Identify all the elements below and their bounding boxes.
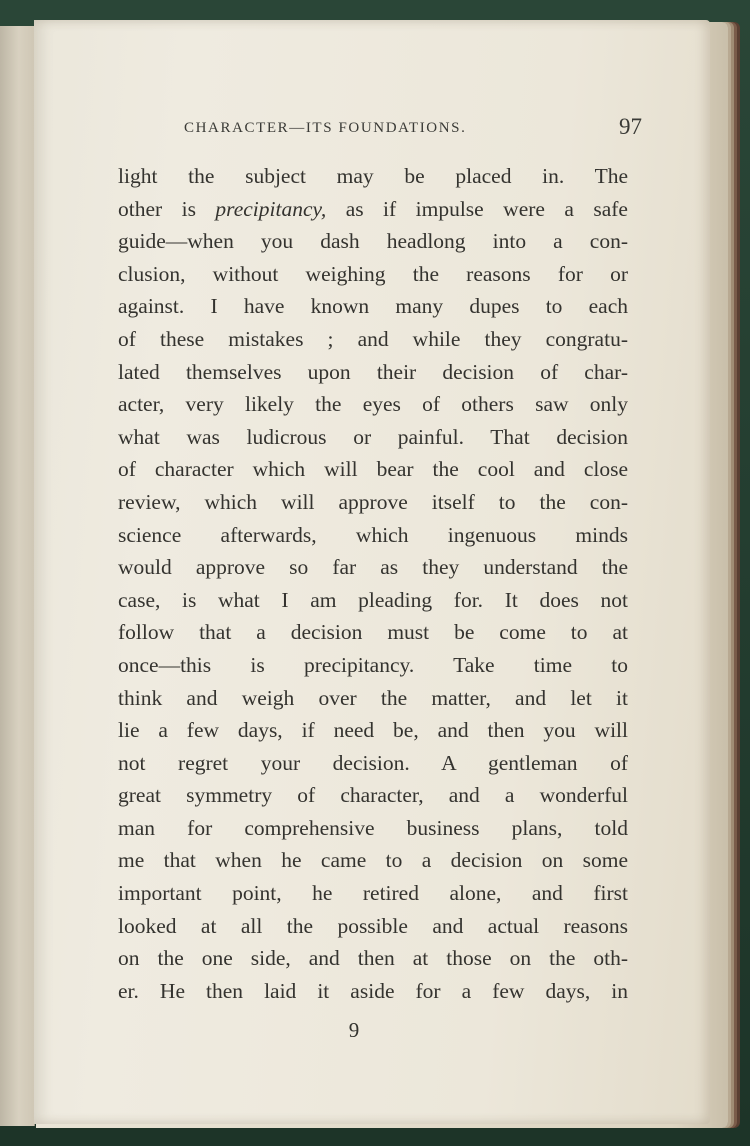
text-line: would approve so far as they understand the [118, 555, 628, 580]
body-text [118, 160, 628, 1007]
text-line: case, is what I am pleading for. It does not [118, 587, 628, 612]
text-line: acter, very likely the eyes of others saw only [118, 392, 628, 417]
book-page [34, 20, 710, 1124]
text-line: of these mistakes ; and while they congratu- [118, 326, 628, 351]
text-line: me that when he came to a decision on some [118, 848, 628, 873]
text-line: on the one side, and then at those on the oth- [118, 946, 628, 971]
signature-mark: 9 [348, 1018, 360, 1042]
text-line: think and weigh over the matter, and let it [118, 685, 628, 710]
text-span: as if impulse were a safe [326, 196, 628, 221]
text-line: review, which will approve itself to the con- [118, 489, 628, 514]
text-line: light the subject may be placed in. The [118, 164, 628, 188]
page-number: 97 [619, 114, 642, 139]
text-line: guide—when you dash headlong into a con- [118, 229, 628, 254]
text-line: science afterwards, which ingenuous minds [118, 522, 628, 547]
text-line: lie a few days, if need be, and then you will [118, 718, 628, 743]
running-head-title: CHARACTER—ITS FOUNDATIONS. [184, 120, 467, 136]
italic-word: precipitancy, [215, 196, 327, 221]
text-span: other is [118, 196, 216, 221]
text-line: follow that a decision must be come to at [118, 620, 628, 645]
text-line: what was ludicrous or painful. That decision [118, 424, 628, 449]
text-line [118, 193, 628, 226]
text-line: important point, he retired alone, and first [118, 881, 628, 906]
text-line: clusion, without weighing the reasons for or [118, 261, 628, 286]
text-line: once—this is precipitancy. Take time to [118, 652, 628, 677]
text-line: er. He then laid it aside for a few days, in [118, 978, 628, 1003]
text-line: great symmetry of character, and a wonderful [118, 783, 628, 808]
left-page-edge [0, 26, 35, 1126]
text-line: lated themselves upon their decision of char- [118, 359, 628, 384]
text-line: against. I have known many dupes to each [118, 294, 628, 319]
text-line: not regret your decision. A gentleman of [118, 750, 628, 775]
text-line: looked at all the possible and actual reasons [118, 913, 628, 938]
text-line: man for comprehensive business plans, told [118, 815, 628, 840]
text-line: of character which will bear the cool and close [118, 457, 628, 482]
